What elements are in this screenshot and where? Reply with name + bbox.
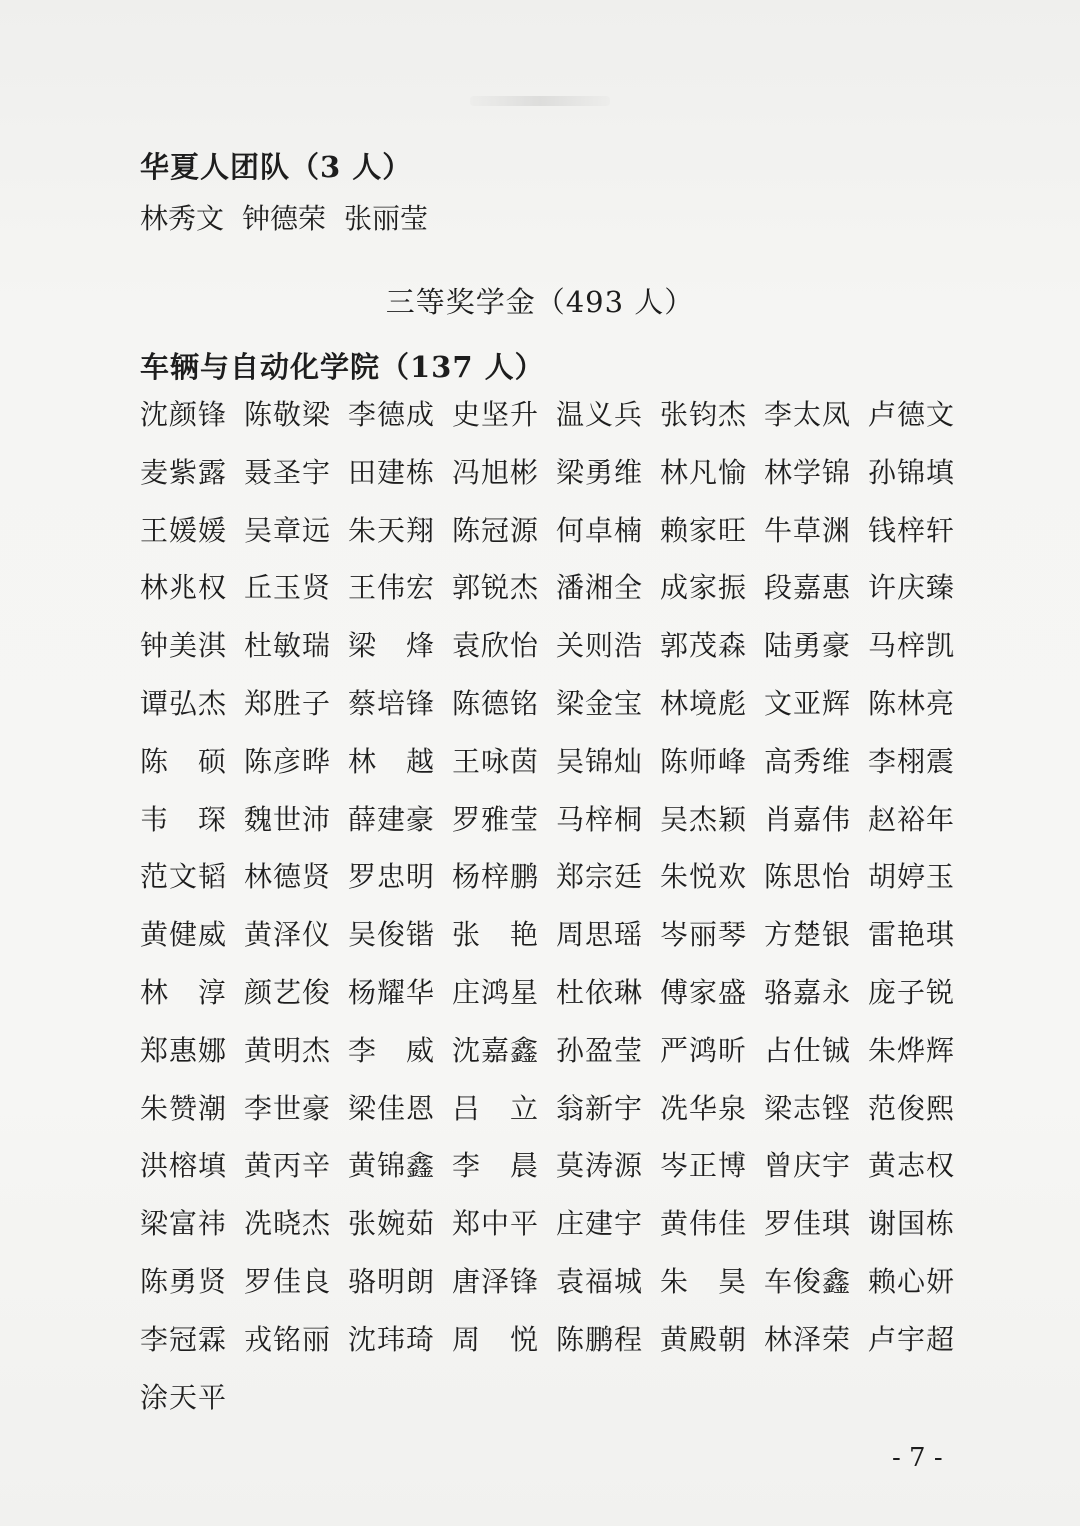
student-name: 杜依琳	[556, 975, 644, 1009]
student-name: 蔡培锋	[348, 686, 436, 720]
student-name: 李 威	[348, 1033, 436, 1067]
student-name: 范文韬	[140, 860, 228, 894]
student-name: 梁佳恩	[348, 1091, 436, 1125]
student-name: 李太凤	[764, 398, 852, 431]
student-name: 袁福城	[556, 1264, 644, 1298]
scan-bleed-mark	[470, 96, 610, 106]
student-name: 张 艳	[452, 918, 540, 952]
student-name: 罗忠明	[348, 860, 436, 894]
student-name: 朱天翔	[348, 513, 436, 547]
student-name: 薛建豪	[348, 802, 436, 836]
student-name: 梁富祎	[140, 1207, 228, 1241]
student-name: 张钧杰	[660, 398, 748, 431]
student-name: 周 悦	[452, 1322, 540, 1356]
student-name: 洪榕填	[140, 1149, 228, 1183]
student-name: 庄建宇	[556, 1207, 644, 1241]
student-name: 颜艺俊	[244, 975, 332, 1009]
student-name: 梁志铿	[764, 1091, 852, 1125]
student-name: 赵裕年	[868, 802, 956, 836]
team-member-name: 张丽莹	[344, 202, 429, 235]
student-name: 吴俊锴	[348, 918, 436, 952]
student-name: 胡婷玉	[868, 860, 956, 894]
student-name: 唐泽锋	[452, 1264, 540, 1298]
student-name: 成家振	[660, 571, 748, 605]
student-name: 林 越	[348, 744, 436, 778]
student-name: 范俊熙	[868, 1091, 956, 1125]
student-name: 陈鹏程	[556, 1322, 644, 1356]
page-number: - 7 -	[892, 1443, 943, 1473]
student-name: 冼华泉	[660, 1091, 748, 1125]
student-name: 陈敬梁	[244, 398, 332, 431]
student-name: 黄伟佳	[660, 1207, 748, 1241]
student-name: 翁新宇	[556, 1091, 644, 1125]
student-name: 梁金宝	[556, 686, 644, 720]
student-name: 钟美淇	[140, 629, 228, 663]
student-name: 吴杰颖	[660, 802, 748, 836]
student-name: 戎铭丽	[244, 1322, 332, 1356]
student-name: 林德贤	[244, 860, 332, 894]
team-member-name: 钟德荣	[242, 202, 327, 235]
student-name: 李世豪	[244, 1091, 332, 1125]
student-name: 黄健威	[140, 918, 228, 952]
student-name: 温义兵	[556, 398, 644, 431]
student-name: 黄泽仪	[244, 918, 332, 952]
student-name: 陈勇贤	[140, 1264, 228, 1298]
student-name: 林泽荣	[764, 1322, 852, 1356]
student-name: 杨梓鹏	[452, 860, 540, 894]
student-name: 孙盈莹	[556, 1033, 644, 1067]
student-name: 魏世沛	[244, 802, 332, 836]
student-name: 肖嘉伟	[764, 802, 852, 836]
student-name: 罗佳琪	[764, 1207, 852, 1241]
student-name: 朱悦欢	[660, 860, 748, 894]
student-name: 赖家旺	[660, 513, 748, 547]
student-name: 沈玮琦	[348, 1322, 436, 1356]
student-name: 陈 硕	[140, 744, 228, 778]
student-name: 孙锦填	[868, 455, 956, 489]
student-name: 钱梓轩	[868, 513, 956, 547]
award-title: 三等奖学金（493 人）	[385, 285, 695, 319]
student-name: 郑胜子	[244, 686, 332, 720]
student-name: 冯旭彬	[452, 455, 540, 489]
team-name-list	[140, 197, 428, 237]
student-name: 吕 立	[452, 1091, 540, 1125]
student-name: 许庆臻	[868, 571, 956, 605]
student-name: 占仕铖	[764, 1033, 852, 1067]
student-name: 陈思怡	[764, 860, 852, 894]
student-name: 林 淳	[140, 975, 228, 1009]
student-name: 王伟宏	[348, 571, 436, 605]
student-name: 黄殿朝	[660, 1322, 748, 1356]
student-name: 陈德铭	[452, 686, 540, 720]
student-name: 骆嘉永	[764, 975, 852, 1009]
student-name: 关则浩	[556, 629, 644, 663]
student-name: 朱赞潮	[140, 1091, 228, 1125]
student-name: 谭弘杰	[140, 686, 228, 720]
team-heading: 华夏人团队（3 人）	[140, 150, 413, 184]
student-name: 黄锦鑫	[348, 1149, 436, 1183]
student-name: 沈颜锋	[140, 398, 228, 431]
student-name: 马梓凯	[868, 629, 956, 663]
student-name: 郭茂森	[660, 629, 748, 663]
student-name: 黄明杰	[244, 1033, 332, 1067]
student-name: 赖心妍	[868, 1264, 956, 1298]
student-name: 卢德文	[868, 398, 956, 431]
student-name: 王媛媛	[140, 513, 228, 547]
student-name: 陈彦晔	[244, 744, 332, 778]
student-name: 骆明朗	[348, 1264, 436, 1298]
student-name: 郑宗廷	[556, 860, 644, 894]
student-name: 涂天平	[140, 1380, 228, 1414]
student-name: 何卓楠	[556, 513, 644, 547]
student-name: 梁勇维	[556, 455, 644, 489]
student-name: 李冠霖	[140, 1322, 228, 1356]
student-name: 郑惠娜	[140, 1033, 228, 1067]
student-name: 高秀维	[764, 744, 852, 778]
student-name: 张婉茹	[348, 1207, 436, 1241]
student-name: 冼晓杰	[244, 1207, 332, 1241]
student-name: 雷艳琪	[868, 918, 956, 952]
student-name: 聂圣宇	[244, 455, 332, 489]
student-name: 曾庆宇	[764, 1149, 852, 1183]
student-name: 段嘉惠	[764, 571, 852, 605]
student-name: 陈冠源	[452, 513, 540, 547]
student-name: 庄鸿星	[452, 975, 540, 1009]
student-name: 史坚升	[452, 398, 540, 431]
student-name: 郑中平	[452, 1207, 540, 1241]
student-name: 袁欣怡	[452, 629, 540, 663]
student-name: 严鸿昕	[660, 1033, 748, 1067]
student-name: 王咏茵	[452, 744, 540, 778]
student-name: 陈师峰	[660, 744, 748, 778]
student-name: 郭锐杰	[452, 571, 540, 605]
student-name: 李栩震	[868, 744, 956, 778]
student-name: 麦紫露	[140, 455, 228, 489]
student-name: 岑丽琴	[660, 918, 748, 952]
student-name: 潘湘全	[556, 571, 644, 605]
student-name: 杜敏瑞	[244, 629, 332, 663]
student-name: 卢宇超	[868, 1322, 956, 1356]
student-name: 陈林亮	[868, 686, 956, 720]
student-name: 谢国栋	[868, 1207, 956, 1241]
student-name: 林境彪	[660, 686, 748, 720]
student-name: 牛草渊	[764, 513, 852, 547]
student-name: 李 晨	[452, 1149, 540, 1183]
team-member-name: 林秀文	[140, 202, 225, 235]
student-name: 黄志权	[868, 1149, 956, 1183]
student-name: 罗雅莹	[452, 802, 540, 836]
student-name: 莫涛源	[556, 1149, 644, 1183]
college-heading: 车辆与自动化学院（137 人）	[140, 350, 545, 384]
student-name: 杨耀华	[348, 975, 436, 1009]
student-name: 林凡愉	[660, 455, 748, 489]
student-name: 林学锦	[764, 455, 852, 489]
student-name: 陆勇豪	[764, 629, 852, 663]
student-name: 吴章远	[244, 513, 332, 547]
student-name: 梁 烽	[348, 629, 436, 663]
student-name: 车俊鑫	[764, 1264, 852, 1298]
student-name: 方楚银	[764, 918, 852, 952]
student-name: 马梓桐	[556, 802, 644, 836]
student-name: 丘玉贤	[244, 571, 332, 605]
student-name: 吴锦灿	[556, 744, 644, 778]
student-name: 田建栋	[348, 455, 436, 489]
student-name: 庞子锐	[868, 975, 956, 1009]
student-name: 周思瑶	[556, 918, 644, 952]
student-name: 李德成	[348, 398, 436, 431]
student-name: 朱 昊	[660, 1264, 748, 1298]
student-name: 朱烨辉	[868, 1033, 956, 1067]
student-name-grid	[140, 398, 970, 1438]
student-name: 黄丙辛	[244, 1149, 332, 1183]
student-name: 岑正博	[660, 1149, 748, 1183]
student-name: 沈嘉鑫	[452, 1033, 540, 1067]
student-name: 文亚辉	[764, 686, 852, 720]
student-name: 韦 琛	[140, 802, 228, 836]
student-name: 罗佳良	[244, 1264, 332, 1298]
student-name: 傅家盛	[660, 975, 748, 1009]
student-name: 林兆权	[140, 571, 228, 605]
